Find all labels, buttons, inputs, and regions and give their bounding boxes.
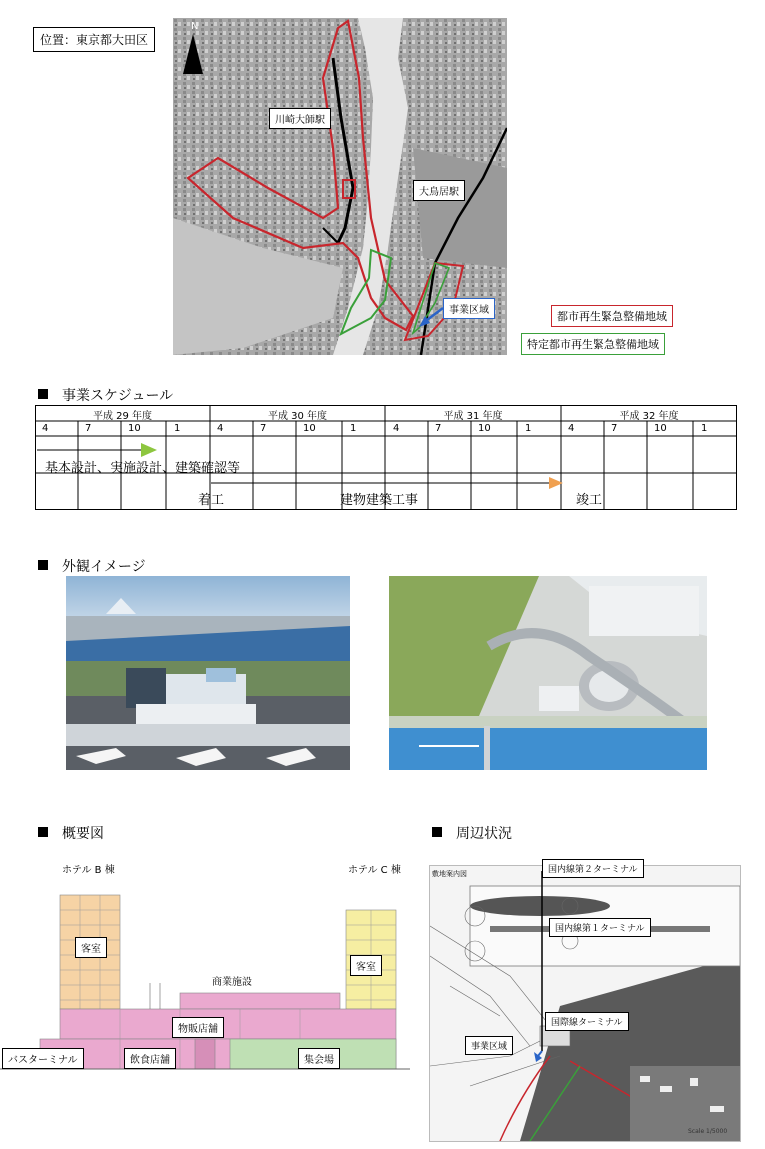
hotel-c-label: ホテル C 棟 — [348, 865, 401, 876]
month-cell: 7 — [85, 423, 92, 434]
surroundings-heading: 周辺状況 — [432, 823, 512, 843]
month-cell: 1 — [525, 423, 532, 434]
schedule-heading: 事業スケジュール — [38, 385, 173, 405]
year-h30: 平成 30 年度 — [267, 411, 328, 422]
site-map-title: 敷地案内図 — [432, 870, 467, 878]
schedule-table — [35, 405, 737, 510]
exterior-rendering-overhead — [389, 576, 707, 770]
restaurant-label: 飲食店舗 — [124, 1048, 176, 1069]
exterior-rendering-aerial-bay — [66, 576, 350, 770]
month-cell: 4 — [393, 423, 400, 434]
legend-green-zone: 特定都市再生緊急整備地域 — [521, 333, 665, 355]
international-terminal-label: 国際線ターミナル — [545, 1012, 629, 1031]
month-cell: 1 — [350, 423, 357, 434]
hotel-b-label: ホテル B 棟 — [62, 865, 115, 876]
year-h31: 平成 31 年度 — [443, 411, 503, 422]
design-phase-label: 基本設計、実施設計、建築確認等 — [45, 461, 241, 476]
month-cell: 10 — [128, 423, 141, 434]
surroundings-map — [429, 865, 741, 1142]
scale-note: Scale 1/5000 — [688, 1128, 728, 1135]
year-h32: 平成 32 年度 — [619, 411, 679, 422]
construction-label: 建物建築工事 — [340, 493, 419, 508]
bus-terminal-label: バスターミナル — [2, 1048, 84, 1069]
domestic-terminal-1-label: 国内線第１ターミナル — [549, 918, 651, 937]
guest-room-c-label: 客室 — [350, 955, 382, 976]
finish-label: 竣工 — [576, 493, 603, 508]
north-label: N — [191, 21, 199, 32]
year-h29: 平成 29 年度 — [92, 411, 153, 422]
exterior-heading: 外観イメージ — [38, 556, 146, 576]
location-label: 位置：東京都大田区 — [33, 27, 155, 52]
month-cell: 10 — [654, 423, 667, 434]
guest-room-b-label: 客室 — [75, 937, 107, 958]
month-cell: 4 — [42, 423, 49, 434]
month-cell: 7 — [435, 423, 442, 434]
airport-plan-drawing — [430, 866, 740, 1141]
month-cell: 10 — [478, 423, 491, 434]
commercial-label: 商業施設 — [212, 977, 252, 988]
retail-label: 物販店舗 — [172, 1017, 224, 1038]
location-map — [173, 18, 507, 355]
station-kawasaki-daishi: 川崎大師駅 — [269, 108, 331, 129]
overview-section-diagram — [0, 855, 410, 1080]
north-arrow — [181, 21, 205, 76]
month-cell: 4 — [568, 423, 575, 434]
meeting-hall-label: 集会場 — [298, 1048, 340, 1069]
station-otorii: 大鳥居駅 — [413, 180, 465, 201]
building-section-drawing — [0, 855, 410, 1080]
month-cell: 7 — [260, 423, 267, 434]
domestic-terminal-2-label: 国内線第２ターミナル — [542, 859, 644, 878]
month-cell: 10 — [303, 423, 316, 434]
overview-heading: 概要図 — [38, 823, 104, 843]
project-area-label: 事業区域 — [443, 298, 495, 319]
month-cell: 7 — [611, 423, 618, 434]
start-label: 着工 — [198, 493, 225, 508]
month-cell: 1 — [174, 423, 181, 434]
month-cell: 1 — [701, 423, 708, 434]
project-area-label-surroundings: 事業区域 — [465, 1036, 513, 1055]
legend-red-zone: 都市再生緊急整備地域 — [551, 305, 673, 327]
month-cell: 4 — [217, 423, 224, 434]
